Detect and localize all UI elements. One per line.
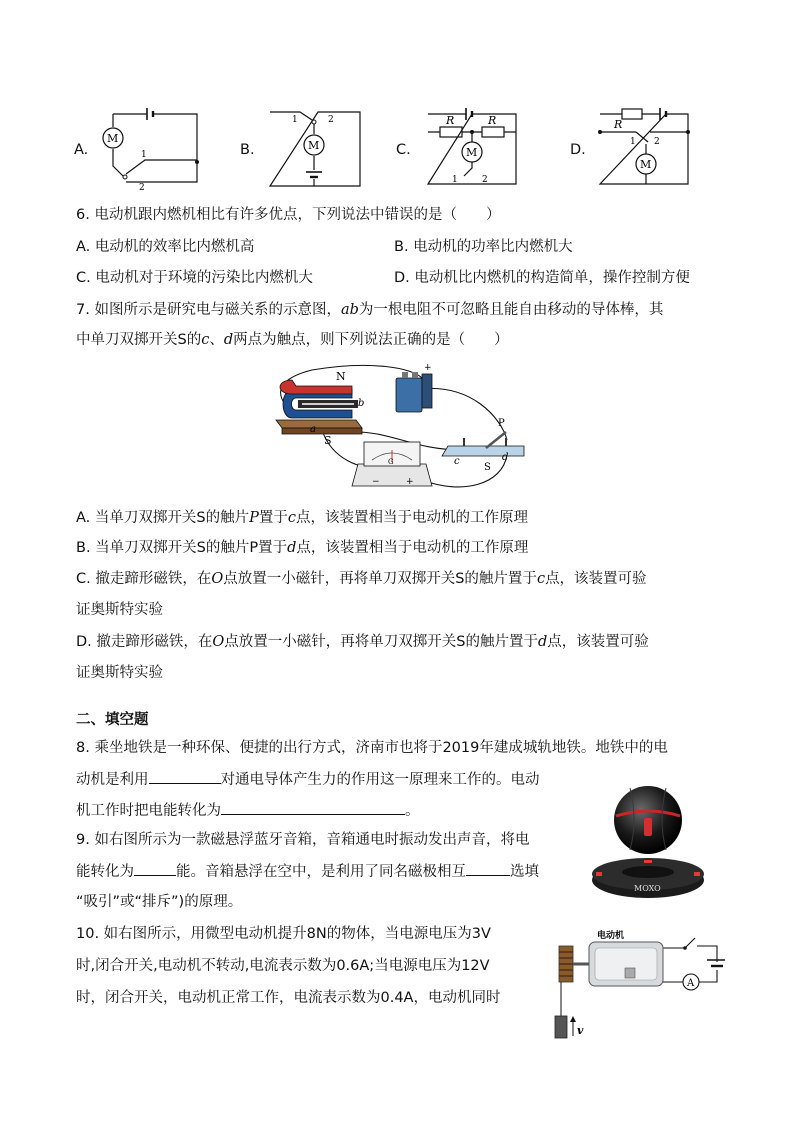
q7-l2-d: d — [223, 332, 234, 348]
q7-option-c-line2: 证奥斯特实验 — [76, 602, 163, 618]
q6-option-a: A. 电动机的效率比内燃机高 — [76, 239, 255, 255]
circuit-d-diagram — [596, 104, 692, 190]
q9-line3: “吸引”或“排斥”)的原理。 — [76, 894, 243, 910]
circuit-b-t1: 1 — [292, 115, 298, 125]
q7-fig-c: c — [454, 456, 460, 467]
q7-l1-post: 为一根电阻不可忽略且能自由移动的导体棒，其 — [358, 302, 664, 318]
q7-c-mid: 点放置一小磁针，再将单刀双掷开关S的触片置于 — [223, 571, 537, 587]
q7-option-b — [76, 538, 528, 558]
circuit-b-t2: 2 — [328, 115, 334, 125]
q9-l2-post: 选填 — [510, 864, 539, 880]
circuit-options — [0, 100, 794, 195]
option-a-label: A. — [74, 142, 89, 158]
q7-a-post: 点，该装置相当于电动机的工作原理 — [295, 510, 528, 526]
q7-option-a — [76, 508, 528, 528]
circuit-c-t2: 2 — [482, 175, 488, 185]
q10-ammeter-A: A — [687, 978, 695, 989]
q10-line3: 时，闭合开关，电动机正常工作，电流表示数为0.4A，电动机同时 — [76, 990, 501, 1006]
q6-option-c: C. 电动机对于环境的污染比内燃机大 — [76, 270, 313, 286]
circuit-b-motor: M — [308, 139, 320, 152]
q7-a-P: P — [249, 510, 259, 526]
q7-d-post: 点，该装置可验 — [547, 634, 649, 650]
q7-fig-minus: − — [372, 477, 380, 487]
q8-l3-pre: 机工作时把电能转化为 — [76, 803, 221, 819]
q7-d-d: d — [537, 634, 548, 650]
section2-title: 二、填空题 — [76, 712, 149, 728]
q7-l2-mid: 、 — [209, 332, 224, 348]
option-c-label: C. — [396, 142, 411, 158]
q7-stem-line1 — [76, 300, 663, 320]
q9-speaker-brand: MOXO — [634, 884, 661, 893]
q8-blank-1[interactable] — [149, 769, 221, 784]
q9-l2-pre: 能转化为 — [76, 864, 134, 880]
circuit-c-t1: 1 — [452, 175, 458, 185]
q7-b-pre: B. 当单刀双掷开关S的触片P置于 — [76, 540, 288, 556]
q7-d-pre: D. 撤走蹄形磁铁，在 — [76, 634, 213, 650]
q7-fig-G: G — [388, 458, 394, 466]
q7-c-post: 点，该装置可验 — [545, 571, 647, 587]
circuit-c-diagram — [420, 104, 522, 190]
q8-l3-post: 。 — [405, 803, 420, 819]
circuit-a-diagram — [95, 104, 205, 190]
q10-line1: 10. 如右图所示，用微型电动机提升8N的物体，当电源电压为3V — [76, 926, 491, 942]
q8-line3 — [76, 800, 420, 821]
circuit-d-t2: 2 — [654, 137, 660, 147]
q9-line2 — [76, 861, 539, 882]
q8-line2 — [76, 769, 540, 790]
circuit-a-motor: M — [107, 132, 119, 145]
circuit-c-motor: M — [466, 146, 478, 159]
q7-fig-P: P — [498, 418, 505, 429]
q7-option-d-line2: 证奥斯特实验 — [76, 665, 163, 681]
q7-fig-a: a — [310, 424, 316, 435]
q7-l1-pre: 7. 如图所示是研究电与磁关系的示意图， — [76, 302, 341, 318]
q9-blank-1[interactable] — [134, 861, 176, 876]
q9-blank-2[interactable] — [466, 861, 510, 876]
q6-options-row1 — [76, 237, 573, 257]
circuit-c-r2: R — [488, 114, 497, 127]
q7-a-c: c — [287, 510, 296, 526]
q7-fig-b: b — [358, 398, 365, 409]
q10-motor-title: 电动机 — [597, 931, 625, 941]
circuit-a-t2: 2 — [139, 183, 145, 190]
q7-a-pre: A. 当单刀双掷开关S的触片 — [76, 510, 250, 526]
q8-l2-pre: 动机是利用 — [76, 772, 149, 788]
circuit-b-diagram — [262, 110, 366, 190]
q6-option-b: B. 电动机的功率比内燃机大 — [394, 239, 573, 255]
q7-b-post: 点，该装置相当于电动机的工作原理 — [296, 540, 529, 556]
circuit-d-t1: 1 — [630, 137, 636, 147]
circuit-d-motor: M — [640, 158, 652, 171]
q7-option-c — [76, 569, 647, 589]
q7-stem-line2 — [76, 330, 509, 350]
q7-option-d — [76, 632, 649, 652]
q7-b-d: d — [287, 540, 297, 556]
q9-l2-mid: 能。音箱悬浮在空中，是利用了同名磁极相互 — [176, 864, 466, 880]
q9-line1: 9. 如右图所示为一款磁悬浮蓝牙音箱，音箱通电时振动发出声音，将电 — [76, 832, 530, 848]
q7-c-pre: C. 撤走蹄形磁铁，在 — [76, 571, 212, 587]
q10-motor-figure — [545, 912, 725, 1042]
circuit-d-r1: R — [614, 118, 623, 131]
q9-speaker-figure — [586, 776, 710, 902]
q7-fig-N: N — [336, 370, 346, 383]
q7-fig-S: S — [324, 434, 332, 447]
q8-blank-2[interactable] — [221, 800, 295, 815]
q7-fig-battery-plus: + — [424, 363, 432, 373]
q7-fig-S2: S — [484, 462, 491, 473]
option-b-label: B. — [240, 142, 255, 158]
q6-stem: 6. 电动机跟内燃机相比有许多优点，下列说法中错误的是（ ） — [76, 207, 501, 223]
circuit-a-t1: 1 — [141, 150, 147, 160]
circuit-c-r1: R — [446, 114, 455, 127]
q8-blank-3[interactable] — [295, 800, 405, 815]
option-d-label: D. — [570, 142, 586, 158]
q8-l2-post: 对通电导体产生力的作用这一原理来工作的。电动 — [220, 772, 540, 788]
q7-l2-c: c — [201, 332, 210, 348]
q7-l2-pre: 中单刀双掷开关S的 — [76, 332, 202, 348]
q7-apparatus-figure — [262, 360, 532, 500]
q7-d-mid: 点放置一小磁针，再将单刀双掷开关S的触片置于 — [224, 634, 538, 650]
q7-l2-post: 两点为触点，则下列说法正确的是（ ） — [233, 332, 509, 348]
q7-c-O: O — [211, 571, 224, 587]
q6-option-d: D. 电动机比内燃机的构造简单，操作控制方便 — [394, 270, 690, 286]
q7-fig-d: d — [502, 452, 509, 463]
q6-options-row2 — [76, 268, 690, 288]
q7-l1-ab: ab — [340, 302, 359, 318]
q10-line2: 时,闭合开关,电动机不转动,电流表示数为0.6A;当电源电压为12V — [76, 958, 490, 974]
q8-line1: 8. 乘坐地铁是一种环保、便捷的出行方式，济南市也将于2019年建成城轨地铁。地铁中的电 — [76, 740, 668, 756]
q7-a-mid: 置于 — [258, 510, 288, 526]
q7-d-O: O — [212, 634, 225, 650]
q10-velocity-v: v — [577, 1024, 584, 1037]
q7-fig-plus: + — [406, 477, 414, 487]
q7-c-c: c — [536, 571, 546, 587]
